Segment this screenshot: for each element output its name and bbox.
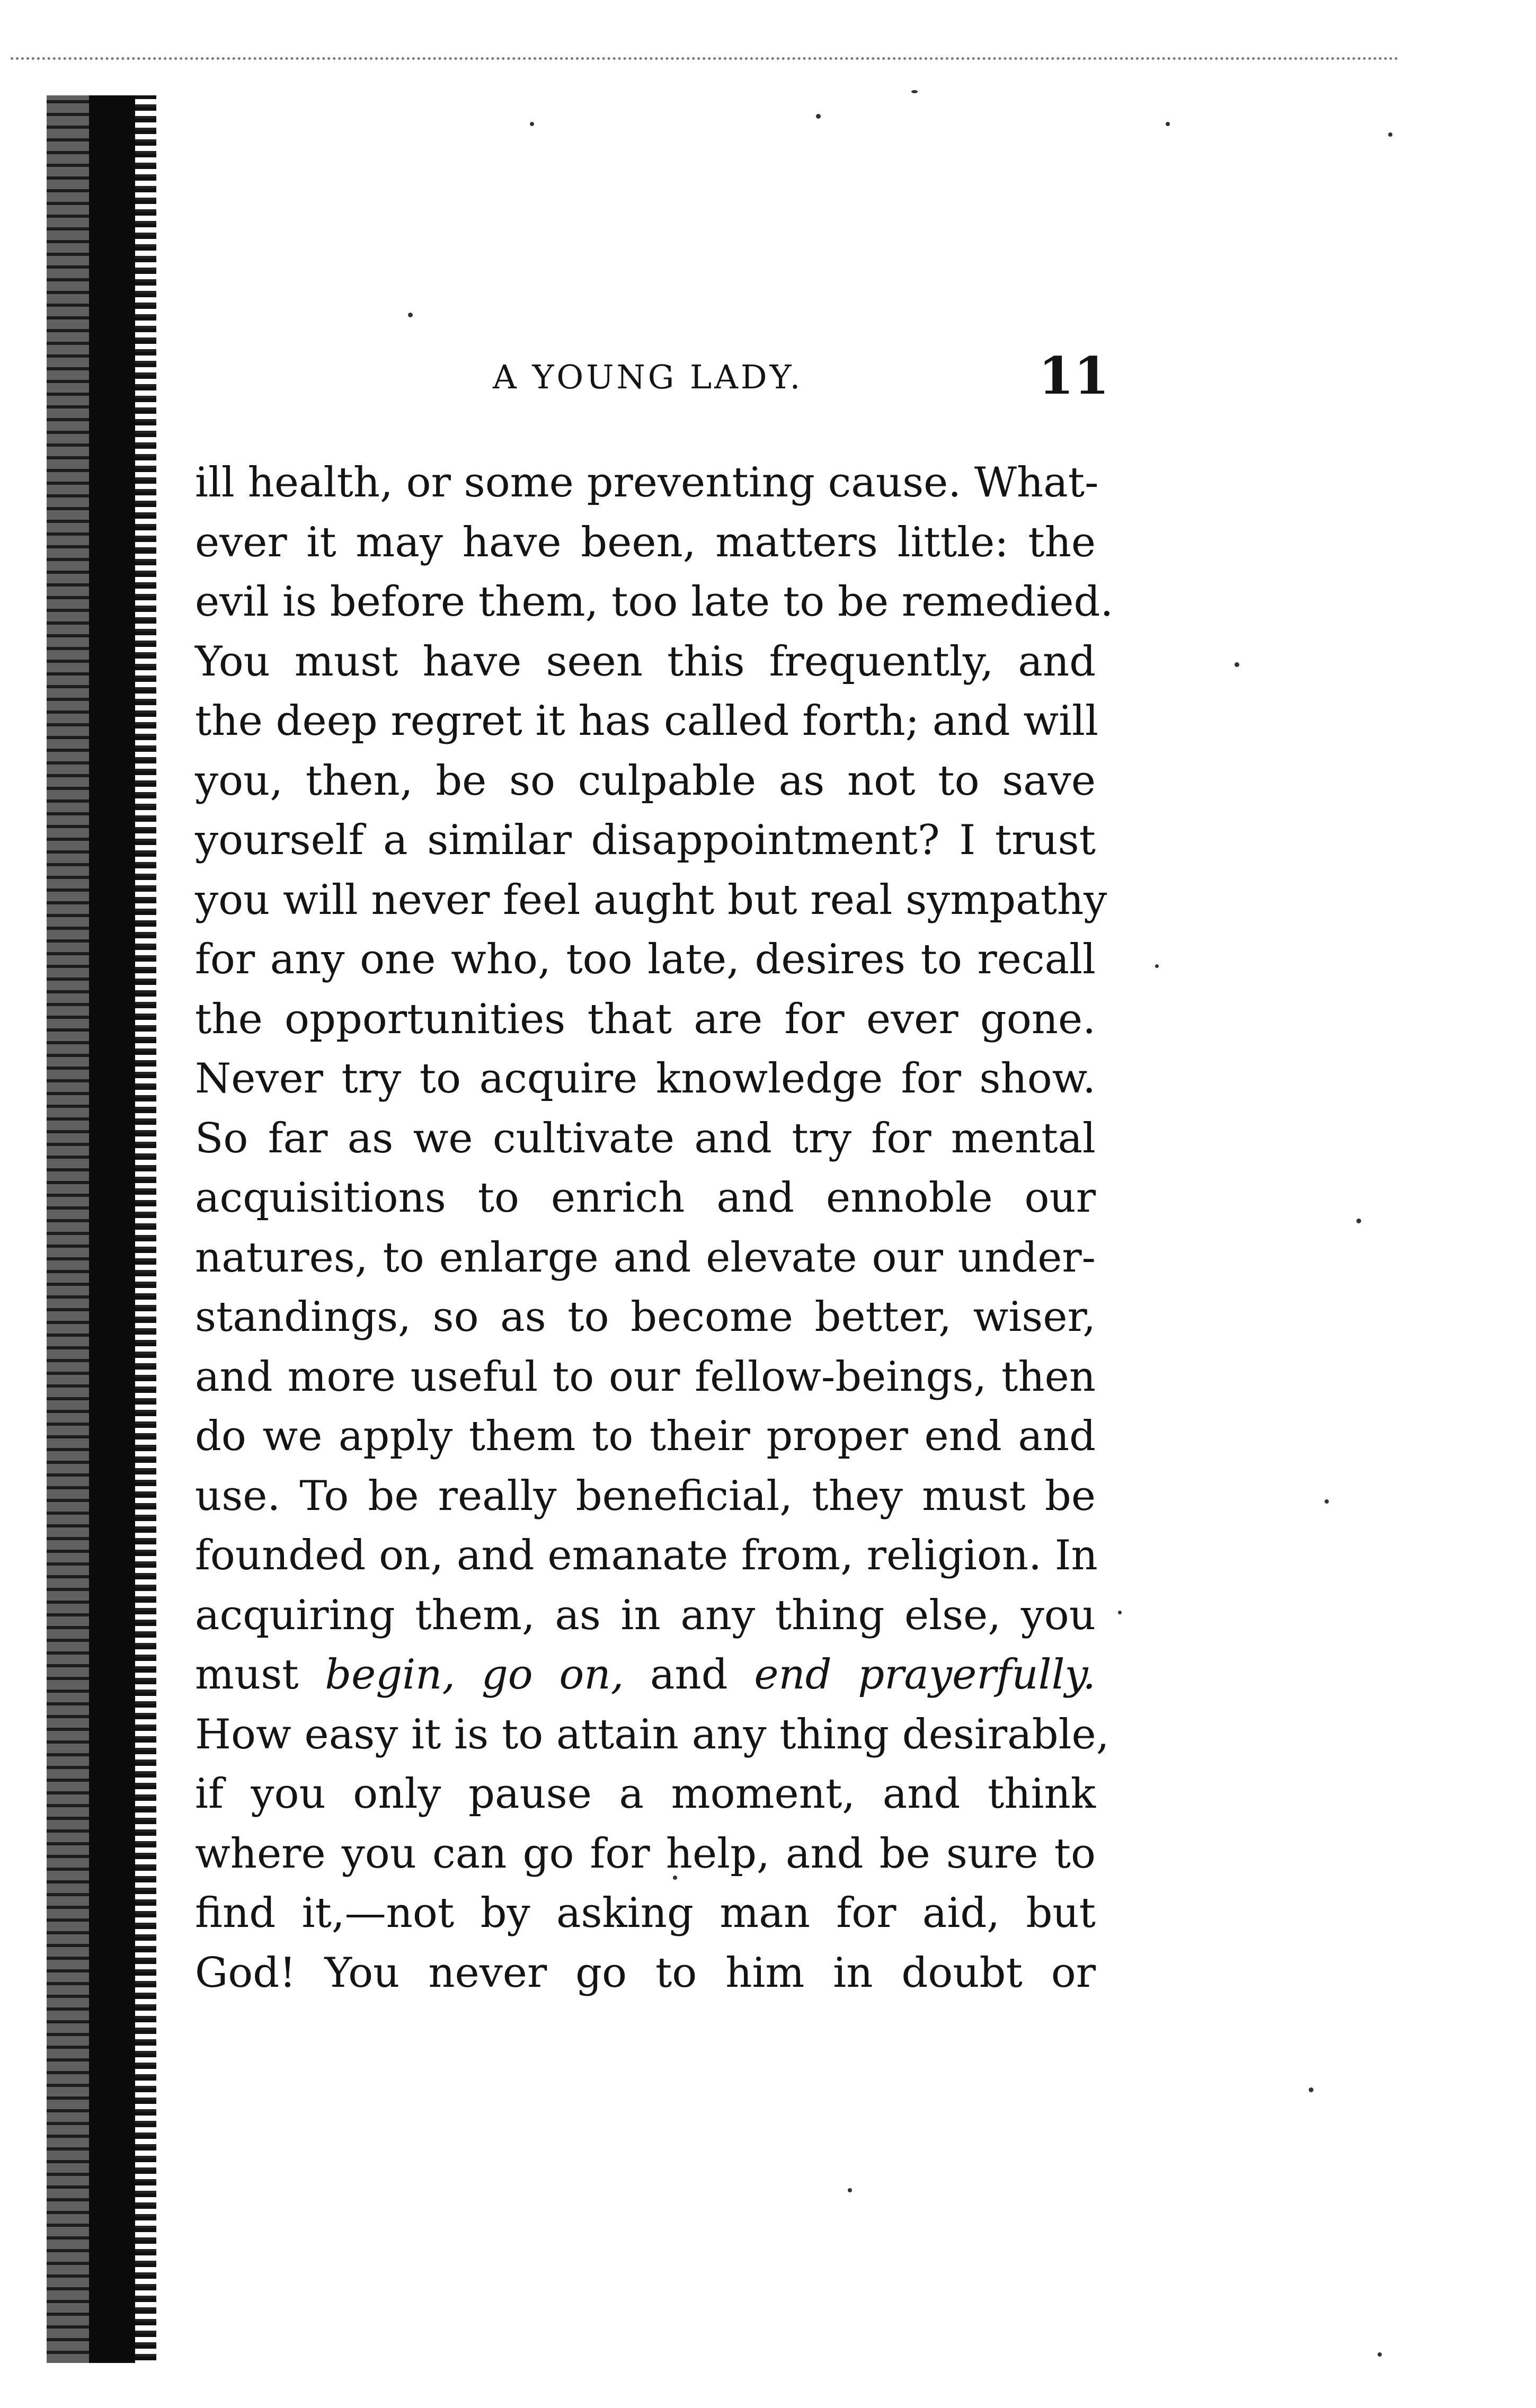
- text-line: you will never feel aught but real sympathy: [195, 876, 1107, 924]
- text-line: ever it may have been, matters little: the: [195, 518, 1096, 566]
- text-line: You must have seen this frequently, and: [195, 637, 1096, 686]
- text-line: the opportunities that are for ever gone.: [195, 995, 1096, 1043]
- text-line: find it,—not by asking man for aid, but: [195, 1889, 1096, 1937]
- text-line: ill health, or some preventing cause. What-: [195, 459, 1099, 507]
- line-text: and: [650, 1651, 728, 1699]
- text-line: for any one who, too late, desires to recall: [195, 936, 1096, 983]
- emphasis-text: begin,: [325, 1651, 456, 1699]
- line-text: must: [195, 1651, 299, 1699]
- text-line: So far as we cultivate and try for mental: [195, 1114, 1096, 1162]
- text-line: God! You never go to him in doubt or: [195, 1949, 1096, 1997]
- body-text: [195, 453, 1114, 2003]
- text-line: How easy it is to attain any thing desirable,: [195, 1710, 1109, 1758]
- text-line: yourself a similar disappointment? I trust: [195, 816, 1096, 864]
- text-line: acquisitions to enrich and ennoble our: [195, 1174, 1096, 1222]
- emphasis-text: end prayerfully.: [754, 1651, 1096, 1699]
- text-line: where you can go for help, and be sure to: [195, 1829, 1096, 1878]
- text-line: acquiring them, as in any thing else, you: [195, 1591, 1096, 1639]
- text-line: use. To be really beneficial, they must be: [195, 1472, 1096, 1520]
- text-line: standings, so as to become better, wiser,: [195, 1293, 1096, 1341]
- text-line-with-emphasis: [195, 1645, 1096, 1705]
- text-line: if you only pause a moment, and think: [195, 1770, 1096, 1818]
- binding-gutter: [47, 95, 145, 2363]
- text-line: do we apply them to their proper end and: [195, 1412, 1096, 1460]
- page-edge-mark: [11, 57, 1399, 60]
- text-line: natures, to enlarge and elevate our under-: [195, 1233, 1096, 1282]
- page-number: 11: [1038, 346, 1109, 406]
- text-line: the deep regret it has called forth; and will: [195, 697, 1098, 745]
- page-header: [191, 346, 1109, 411]
- text-line: and more useful to our fellow-beings, then: [195, 1353, 1096, 1401]
- emphasis-text: go on,: [481, 1651, 624, 1699]
- text-line: Never try to acquire knowledge for show.: [195, 1055, 1096, 1103]
- text-line: you, then, be so culpable as not to save: [195, 757, 1096, 805]
- text-line: founded on, and emanate from, religion. In: [195, 1532, 1098, 1579]
- text-line: evil is before them, too late to be remedied.: [195, 578, 1114, 626]
- running-head: A YOUNG LADY.: [493, 358, 803, 396]
